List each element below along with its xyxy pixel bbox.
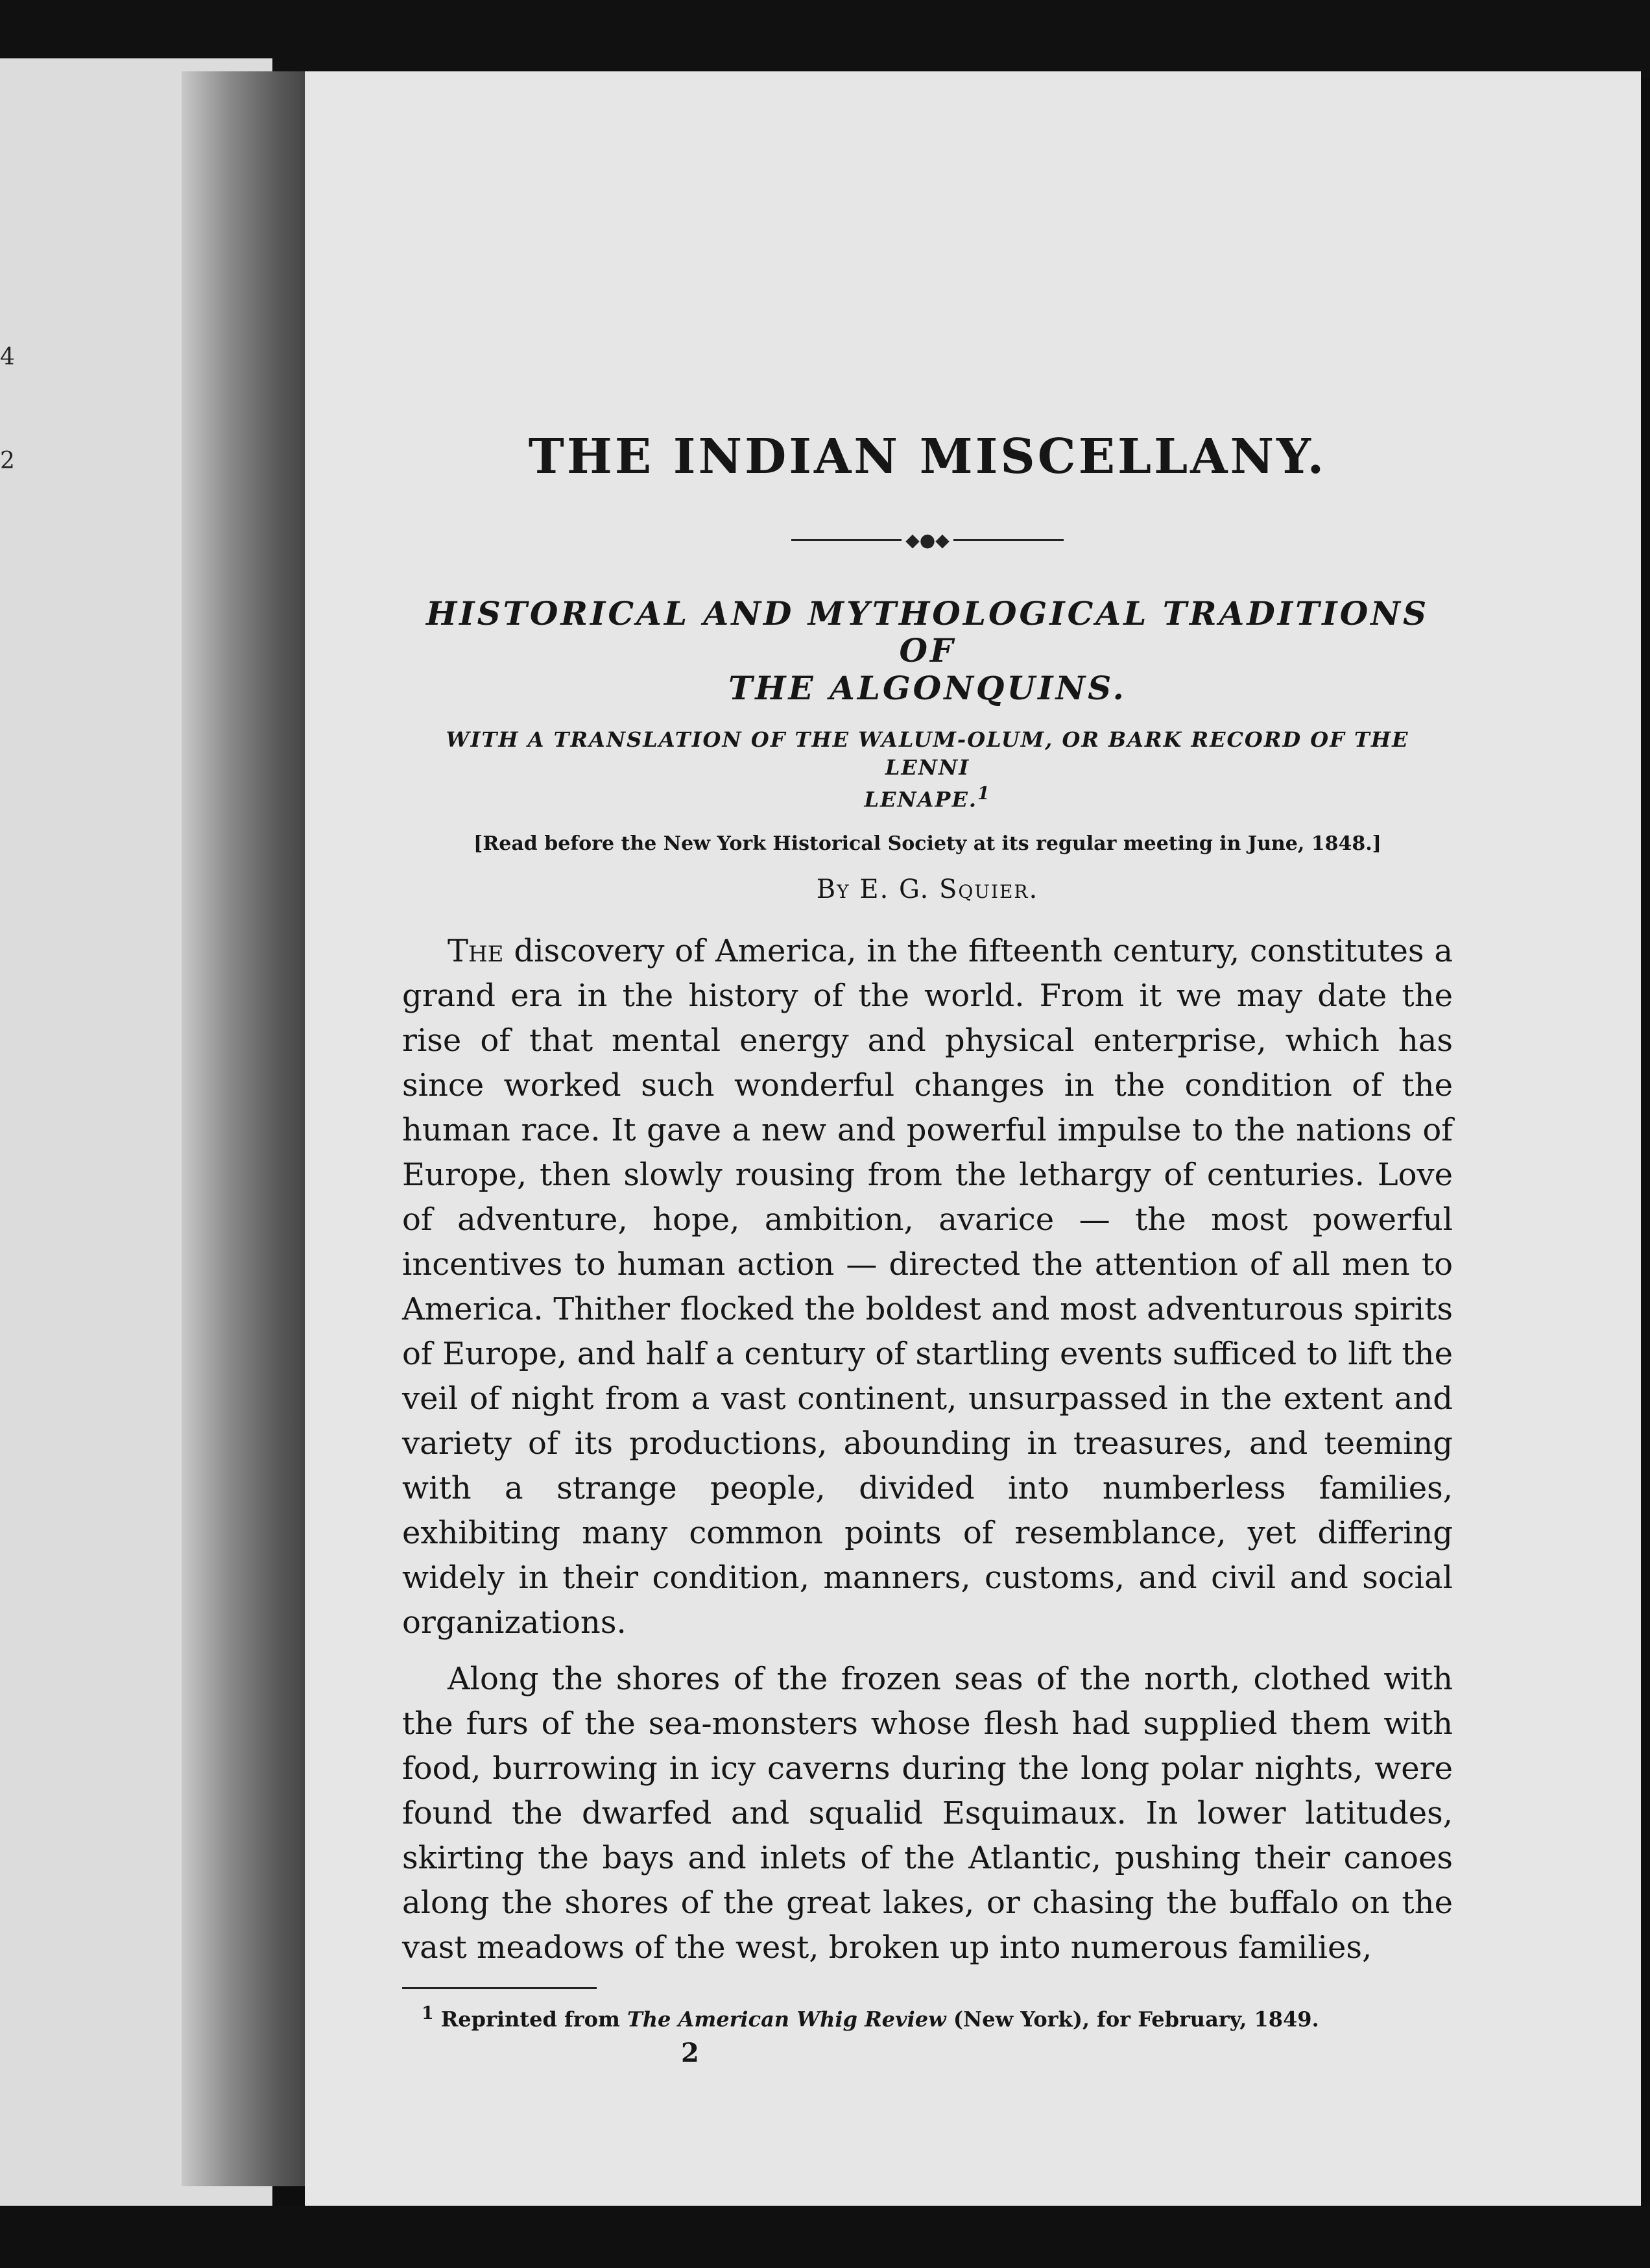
gutter-shadow [182, 71, 318, 2186]
margin-mark: 4 [0, 344, 15, 370]
translation-note [402, 726, 1453, 814]
margin-mark: 2 [0, 448, 15, 474]
ornament-rule-right [953, 539, 1064, 541]
page-title: THE INDIAN MISCELLANY. [528, 429, 1327, 485]
footnote-rule [402, 1987, 597, 1989]
subtitle-line: HISTORICAL AND MYTHOLOGICAL TRADITIONS OF [425, 594, 1429, 670]
ornament-rule-left [791, 539, 902, 541]
translation-line: WITH A TRANSLATION OF THE WALUM-OLUM, OR BARK RECORD OF THE LENNI [446, 727, 1409, 780]
byline-prefix: By [816, 874, 850, 904]
body-paragraph [402, 929, 1453, 1645]
footnote [422, 2003, 1453, 2032]
page-content [402, 428, 1453, 2068]
scan-bottom-border [0, 2206, 1650, 2268]
body-paragraph [402, 1657, 1453, 1970]
paragraph-lead: The [448, 932, 504, 969]
byline [402, 875, 1453, 904]
ornament-dots: ◆●◆ [905, 529, 950, 551]
page-number: 2 [681, 2038, 699, 2069]
translation-line-end: LENAPE. [864, 787, 977, 812]
footnote-source: The American Whig Review [627, 2007, 946, 2032]
read-note: [Read before the New York Historical Society at its regular meeting in June, 1848.] [473, 832, 1381, 855]
article-subtitle [402, 595, 1453, 707]
subtitle-line: THE ALGONQUINS. [728, 668, 1127, 707]
paragraph-text: Along the shores of the frozen seas of the north, clothed with the furs of the sea-monsters whose flesh had supplied them with food, burrowing in icy caverns during the long polar nights, were found the dwarfed and squalid Esquimaux. In lower latitudes, skirting the bays and inlets of the Atlantic, pushing their canoes along the shores of the great lakes, or chasing the buffalo on the vast meadows of the west, broken up into numerous families, [402, 1660, 1453, 1966]
paragraph-text: discovery of America, in the fifteenth century, constitutes a grand era in the history of the world. From it we may date the rise of that mental energy and physical enterprise, which has since worked such wonderful changes in the condition of the human race. It gave a new and powerful impulse to the nations of Europe, then slowly rousing from the lethargy of centuries. Love of adventure, hope, ambition, avarice — the most powerful incentives to human action — directed the attention of all men to America. Thither flocked the boldest and most adventurous spirits of Europe, and half a century of startling events sufficed to lift the veil of night from a vast continent, unsurpassed in the extent and variety of its productions, abounding in treasures, and teeming with a strange people, divided into numberless families, exhibiting many common points of resemblance, yet differing widely in their condition, manners, customs, and civil and social organizations. [402, 932, 1453, 1641]
translation-line [402, 782, 1453, 814]
footnote-ref: 1 [977, 783, 991, 804]
byline-author: E. G. Squier. [859, 874, 1039, 904]
footnote-marker: 1 [422, 2003, 434, 2023]
footnote-prefix: Reprinted from [440, 2007, 620, 2032]
footnote-suffix: (New York), for February, 1849. [953, 2007, 1319, 2032]
title-ornament [402, 531, 1453, 549]
